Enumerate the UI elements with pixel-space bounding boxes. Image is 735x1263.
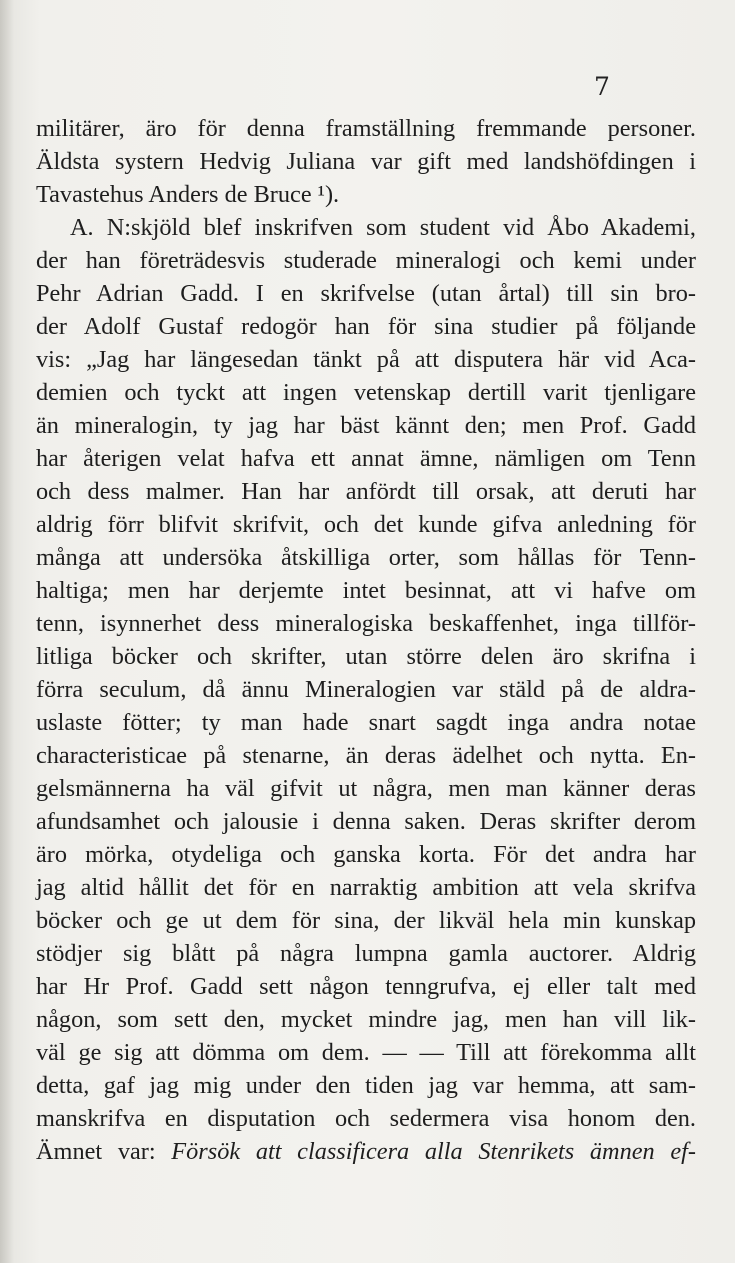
- text-line: der Adolf Gustaf redogör han för sina studier på följande: [36, 313, 696, 340]
- text-line: Tavastehus Anders de Bruce ¹).: [36, 181, 340, 208]
- text-line: jag altid hållit det för en narraktig ambition att vela skrifva: [36, 874, 696, 901]
- text-line: väl ge sig att dömma om dem. — — Till att förekomma allt: [36, 1039, 696, 1066]
- text-line: afundsamhet och jalousie i denna saken. Deras skrifter derom: [36, 808, 696, 835]
- text-line-final: [36, 1135, 696, 1168]
- final-line-italic: Försök att classificera alla Stenrikets ämnen ef-: [171, 1138, 696, 1165]
- page-number: 7: [594, 72, 610, 101]
- text-line: detta, gaf jag mig under den tiden jag var hemma, att sam-: [36, 1072, 696, 1099]
- text-lines: [36, 112, 696, 1135]
- final-line-plain: Ämnet var:: [36, 1138, 172, 1165]
- text-line: militärer, äro för denna framställning fremmande personer.: [36, 115, 696, 142]
- text-line: någon, som sett den, mycket mindre jag, men han vill lik-: [36, 1006, 696, 1033]
- text-line: characteristicae på stenarne, än deras ädelhet och nytta. En-: [36, 742, 696, 769]
- text-line: aldrig förr blifvit skrifvit, och det kunde gifva anledning för: [36, 511, 696, 538]
- text-line: uslaste fötter; ty man hade snart sagdt inga andra notae: [36, 709, 696, 736]
- page-edge-shadow: [0, 0, 14, 1263]
- text-line: och dess malmer. Han har anfördt till orsak, att deruti har: [36, 478, 696, 505]
- text-line: än mineralogin, ty jag har bäst kännt den; men Prof. Gadd: [36, 412, 696, 439]
- text-line: der han företrädesvis studerade mineralogi och kemi under: [36, 247, 696, 274]
- text-line: demien och tyckt att ingen vetenskap dertill varit tjenligare: [36, 379, 696, 406]
- text-line: haltiga; men har derjemte intet besinnat, att vi hafve om: [36, 577, 696, 604]
- text-line: Pehr Adrian Gadd. I en skrifvelse (utan årtal) till sin bro-: [36, 280, 696, 307]
- body-text: [36, 112, 696, 1168]
- text-line: äro mörka, otydeliga och ganska korta. För det andra har: [36, 841, 696, 868]
- text-line: A. N:skjöld blef inskrifven som student vid Åbo Akademi,: [70, 214, 696, 241]
- text-line: stödjer sig blått på några lumpna gamla auctorer. Aldrig: [36, 940, 696, 967]
- text-line: vis: „Jag har längesedan tänkt på att disputera här vid Aca-: [36, 346, 696, 373]
- text-line: böcker och ge ut dem för sina, der likväl hela min kunskap: [36, 907, 696, 934]
- text-line: gelsmännerna ha väl gifvit ut några, men man känner deras: [36, 775, 696, 802]
- text-line: Äldsta systern Hedvig Juliana var gift med landshöfdingen i: [36, 148, 696, 175]
- text-line: tenn, isynnerhet dess mineralogiska beskaffenhet, inga tillför-: [36, 610, 696, 637]
- text-line: manskrifva en disputation och sedermera visa honom den.: [36, 1105, 696, 1132]
- text-line: många att undersöka åtskilliga orter, som hållas för Tenn-: [36, 544, 696, 571]
- text-line: har återigen velat hafva ett annat ämne, nämligen om Tenn: [36, 445, 696, 472]
- text-line: litliga böcker och skrifter, utan större delen äro skrifna i: [36, 643, 696, 670]
- text-line: förra seculum, då ännu Mineralogien var stäld på de aldra-: [36, 676, 696, 703]
- text-line: har Hr Prof. Gadd sett någon tenngrufva, ej eller talt med: [36, 973, 696, 1000]
